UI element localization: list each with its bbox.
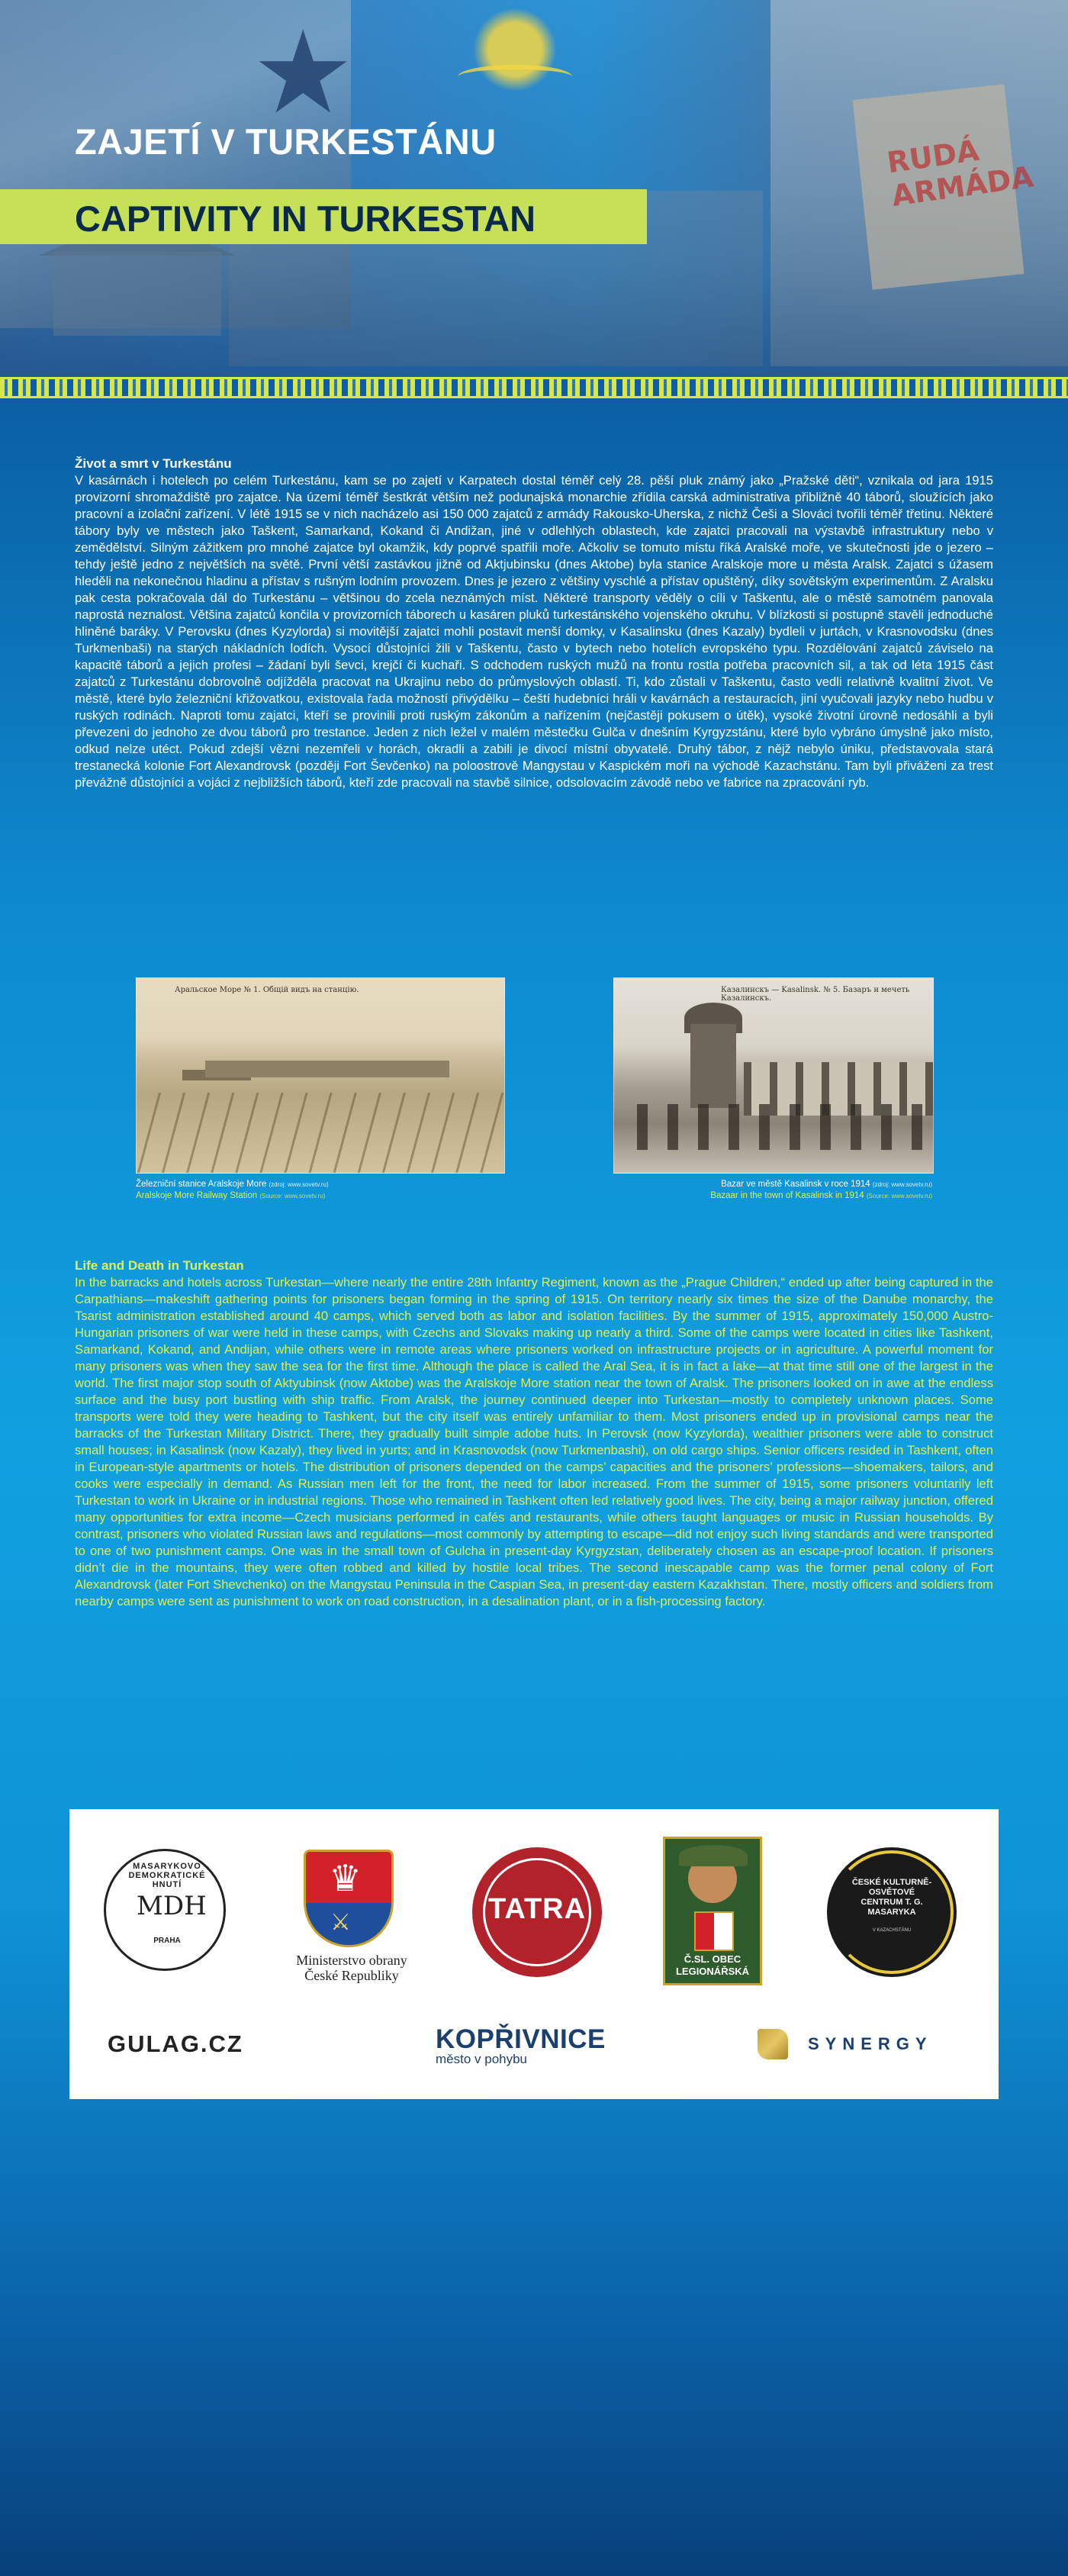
section-heading-cz: Život a smrt v Turkestánu [75, 456, 232, 471]
photo-rails [137, 1093, 504, 1173]
photo-station-building [205, 1061, 449, 1077]
photo-mosque-tower [690, 1024, 736, 1108]
masaryk-monogram: MDH [137, 1891, 207, 1921]
synergy-logo [758, 2029, 933, 2059]
cko-title: ČESKÉ KULTURNĚ-OSVĚTOVÉ CENTRUM T. G. MASARYKA [851, 1878, 932, 1917]
legionnaire-hat-icon [679, 1845, 748, 1866]
section-body-en: In the barracks and hotels across Turkestan—where nearly the entire 28th Infantry Regiment, known as the „Prague Children,“ ended up after being captured in the Carpathians—makeshift gathering points for prisoners began forming in the spring of 1915. On territory nearly six times the size of the Danube monarchy, the Tsarist administration established around 40 camps, which served both as labor and isolation facilities. By the summer of 1915, approximately 150,000 Austro-Hungarian prisoners of war were held in these camps, with Czechs and Slovaks making up nearly a third. Some of the camps were located in cities like Tashkent, Samarkand, Kokand, and Andijan, while others were in remote areas where prisoners worked on infrastructure projects or in agriculture. A powerful moment for many prisoners was when they saw the sea for the first time. Although the place is called the Aral Sea, it is in fact a lake—at that time still one of the largest in the world. The first major stop south of Aktyubinsk (now Aktobe) was the Aralskoje More station near the town of Aralsk. The prisoners looked on in awe at the endless surface and the busy port bustling with ship traffic. From Aralsk, the journey continued deeper into Turkestan—mostly to completely unknown places. Some transports were told they were heading to Tashkent, but the city itself was entirely unfamiliar to them. Most prisoners ended up in provisional camps near the barracks of the Turkestan Military District. There, they gradually built simple adobe huts. In Perovsk (now Kyzylorda), wealthier prisoners were able to construct small houses; in Kasalinsk (now Kazaly), they lived in yurts; and in Krasnovodsk (now Turkmenbashi), on old cargo ships. Senior officers resided in Tashkent, often in European-style apartments or hotels. The distribution of prisoners depended on the camps’ capacities and the prisoners’ professions—shoemakers, tailors, and cooks were especially in demand. As Russian men left for the front, the need for labor increased. From the summer of 1915, some prisoners voluntarily left Turkestan to work in Ukraine or in industrial regions. Those who remained in Tashkent often led relatively good lives. The city, being a major railway junction, offered many opportunities for extra income—Czech musicians performed in cafés and restaurants, while others taught languages or music in Russian households. By contrast, prisoners who violated Russian laws and regulations—most commonly by attempting to escape—did not enjoy such living standards and were transported to one of two punishment camps. One was in the small town of Gulcha in present-day Kyrgyzstan, deliberately chosen as an escape-proof location. If prisoners didn’t die in the mountains, they were often robbed and killed by hostile local tribes. The second inescapable camp was the former penal colony of Fort Alexandrovsk (later Fort Shevchenko) on the Mangystau Peninsula in the Caspian Sea, in present-day eastern Kazakhstan. There, mostly officers and soldiers from nearby camps were sent as punishment to work on road construction, in a desalination plant, or in a fish-processing factory. [75, 1275, 993, 1608]
photo-inscription: Аральское Море № 1. Общій видъ на станцію. [175, 986, 359, 994]
crossed-swords-icon: ⚔ [330, 1910, 351, 1935]
section-cz [75, 456, 993, 791]
masaryk-ring-text: MASARYKOVO DEMOKRATICKÉ HNUTÍ [128, 1862, 206, 1889]
partner-logos-panel [69, 1809, 999, 2099]
cko-subtitle: V KAZACHSTÁNU [872, 1928, 912, 1933]
photo-caption-2 [613, 1179, 932, 1202]
masaryk-movement-logo [104, 1849, 226, 1971]
caption-en-source: (Source: www.sovetv.ru) [259, 1193, 326, 1199]
koprivnice-logo [436, 2024, 606, 2067]
photo-inscription: Казалинскъ — Kasalinsk. № 5. Базаръ и мечеть Казалинскъ. [721, 986, 910, 1003]
photo-caption-1 [136, 1179, 329, 1202]
masaryk-city: PRAHA [153, 1937, 181, 1945]
star-icon: ★ [252, 8, 355, 137]
legion-crest-icon [694, 1911, 734, 1951]
caption-cz-source: (zdroj: www.sovetv.ru) [872, 1181, 932, 1188]
tatra-wordmark: TATRA [487, 1893, 587, 1925]
koprivnice-slogan: město v pohybu [436, 2052, 528, 2066]
photo-kasalinsk-bazaar [613, 977, 934, 1174]
masaryk-cultural-centre-logo [827, 1847, 957, 1977]
section-heading-en: Life and Death in Turkestan [75, 1258, 244, 1273]
photo-aralskoje-station [136, 977, 505, 1174]
page-title-en: CAPTIVITY IN TURKESTAN [75, 198, 536, 239]
header-house [53, 252, 221, 336]
caption-cz-source: (zdroj: www.sovetv.ru) [269, 1181, 329, 1188]
koprivnice-wordmark: KOPŘIVNICE [436, 2024, 606, 2054]
legion-name: Č.SL. OBEC LEGIONÁŘSKÁ [675, 1953, 750, 1977]
kazakh-flag-eagle-icon [458, 65, 572, 89]
ministry-of-defence-name: Ministerstvo obrany České Republiky [296, 1953, 407, 1983]
caption-en-source: (Source: www.sovetv.ru) [866, 1193, 932, 1199]
caption-en: Bazaar in the town of Kasalinsk in 1914 [710, 1191, 864, 1200]
ornament-border [0, 377, 1068, 398]
caption-en: Aralskoje More Railway Station [136, 1191, 258, 1200]
header-banner [0, 0, 1068, 378]
tatra-logo [472, 1847, 602, 1977]
synergy-mark-icon [758, 2029, 788, 2059]
synergy-wordmark: SYNERGY [808, 2034, 933, 2053]
section-body-cz: V kasárnách i hotelech po celém Turkestánu, kam se po zajetí v Karpatech dostal téměř celý 28. pěší pluk známý jako „Pražské děti“, vznikala od jara 1915 provizorní shromaždiště pro zajatce. Na území téměř šestkrát větším než podunajská monarchie zřídila carská administrativa přibližně 40 táborů, sloužících jako pracovní a izolační zařízení. V létě 1915 se v nich nacházelo asi 150 000 zajatců z armády Rakousko-Uherska, z nichž Češi a Slováci tvořili téměř třetinu. Některé tábory byly ve městech jako Taškent, Samarkand, Kokand či Andižan, jiné v odlehlých oblastech, kde zajatci pracovali na výstavbě infrastruktury nebo v zemědělství. Silným zážitkem pro mnohé zajatce byl okamžik, kdy poprvé spatřili moře. Ačkoliv se tomuto místu říká Aralské moře, ve skutečnosti jde o jezero – tehdy ještě jedno z největších na světě. První větší zastávkou jižně od Aktjubinsku (dnes Aktobe) byla stanice Aralskoje more u města Aralsk. Zajatci s úžasem hleděli na nekonečnou hladinu a přístav s rušným lodním provozem. Dnes je jezero z většiny vyschlé a přístav opuštěný, díky sovětským experimentům. Z Aralsku pak cesta pokračovala dál do Turkestánu – většinou do zcela neznámých míst. Některé transporty věděly o cíli v Taškentu, ale o městě samotném panovala naprostá neznalost. Většina zajatců končila v provizorních táborech u kasáren pluků turkestánského vojenského okruhu. V blízkosti si postupně stavěli jednoduché hliněné baráky. V Perovsku (dnes Kyzylorda) si movitější zajatci mohli postavit menší domky, v Kasalinsku (dnes Kazaly) bydleli v jurtách, v Krasnovodsku (dnes Turkmenbaši) na starých nákladních lodích. Vysocí důstojníci žili v Taškentu, často v bytech nebo hotelích evropského typu. Rozdělování zajatců záviselo na kapacitě táborů a jejich profesi – žádaní byli ševci, krejčí či kuchaři. S odchodem ruských mužů na frontu rostla potřeba pracovních sil, a tak od léta 1915 část zajatců z Turkestánu dobrovolně odjížděla pracovat na Ukrajinu nebo do průmyslových oblastí. Ti, kdo zůstali v Taškentu, často vedli relativně kvalitní život. Ve městě, které bylo železniční křižovatkou, existovala řada možností přivýdělku – čeští hudebníci hráli v kavárnách a restauracích, jiní vyučovali jazyky nebo hudbu v ruských rodinách. Naproti tomu zajatci, kteří se provinili proti ruským zákonům a nařízením (nejčastěji pokusem o útěk), vysoké životní úrovně nedosáhli a byli převezeni do jednoho ze dvou táborů pro trestance. Jeden z nich ležel v malém městečku Gulča v dnešním Kyrgyzstánu, které bylo vybráno úmyslně jako místo, odkud nelze utéct. Pokud zdejší vězni nezemřeli v horách, okradli a zabili je divocí místní obyvatelé. Druhý tábor, z nějž nebylo úniku, představovala stará trestanecká kolonie Fort Alexandrovsk (později Fort Ševčenko) na poloostrově Mangystau v Kaspickém moři na východě Kazachstánu. Tam byli přiváženi za trest převážně důstojníci a vojáci z nejbližších táborů, kteří zde pracovali na stavbě silnice, odsolovacím závodě nebo ve fabrice na zpracování ryb. [75, 473, 993, 790]
legion-community-logo [663, 1837, 762, 1985]
caption-cz: Bazar ve městě Kasalinsk v roce 1914 [721, 1180, 870, 1189]
photo-people-camels [637, 1104, 927, 1150]
caption-cz: Železniční stanice Aralskoje More [136, 1180, 267, 1189]
lion-icon: ♛ [329, 1859, 362, 1899]
gulag-cz-logo: GULAG.CZ [108, 2030, 243, 2057]
ministry-of-defence-emblem-icon [304, 1850, 394, 1947]
poster-text: RUDÁ ARMÁDA [885, 133, 1036, 213]
page-title-cz: ZAJETÍ V TURKESTÁNU [75, 121, 497, 162]
section-en [75, 1257, 993, 1610]
